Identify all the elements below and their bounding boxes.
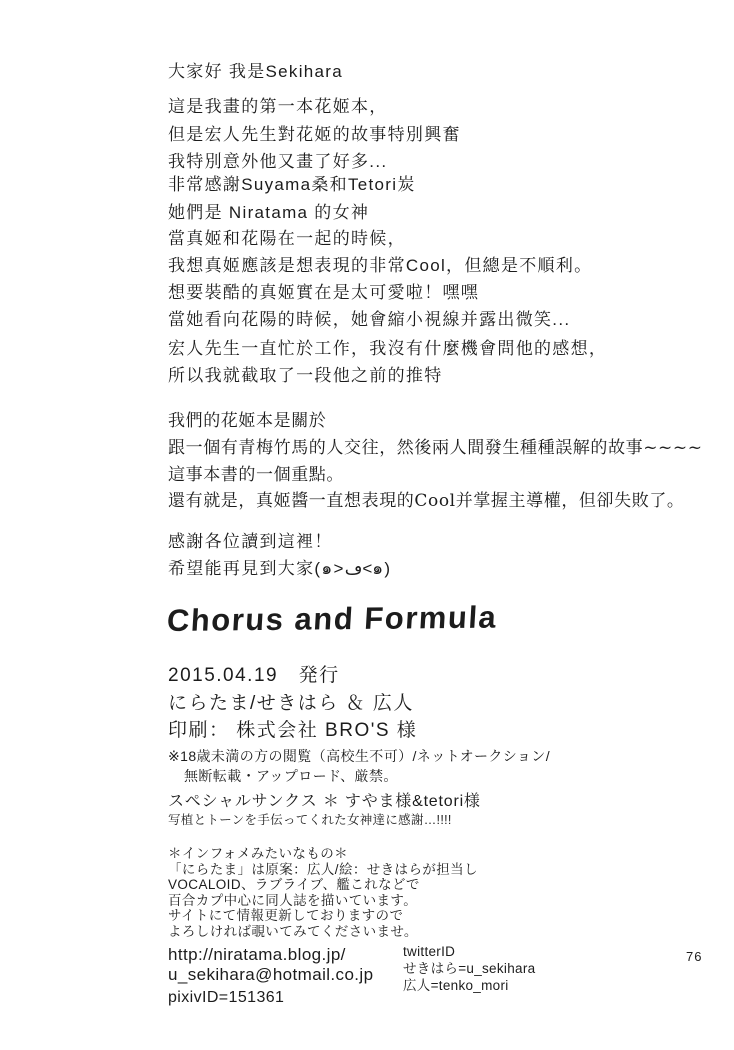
text-line: 感謝各位讀到這裡！ (168, 532, 333, 551)
text-line: 所以我就截取了一段他之前的推特 (168, 366, 443, 385)
text-line: 非常感謝Suyama桑和Tetori炭 (168, 175, 416, 194)
book-title: Chorus and Formula (165, 599, 499, 638)
info-line: VOCALOID、ラブライブ、艦これなどで (168, 877, 420, 893)
info-line: よろしければ覗いてみてくださいませ。 (168, 923, 418, 939)
text-line: 我特別意外他又畫了好多... (168, 152, 388, 171)
paragraph-intro (168, 93, 461, 176)
twitter-id-hiroto: 広人=tenko_mori (403, 978, 509, 993)
paragraph-goddess-thanks (168, 171, 416, 226)
text-line: 我們的花姬本是關於 (168, 411, 327, 431)
text-line: 當真姬和花陽在一起的時候， (168, 229, 406, 248)
text-line: 我想真姬應該是想表現的非常Cool，但總是不順利。 (168, 256, 593, 275)
text-line: 宏人先生一直忙於工作，我沒有什麼機會問他的感想， (168, 339, 608, 358)
text-line: 還有就是，真姬醬一直想表現的Cool并掌握主導權，但卻失敗了。 (168, 491, 685, 512)
paragraph-closing (168, 528, 391, 582)
contact-block-left (168, 945, 373, 1008)
publication-info (168, 662, 417, 745)
text-line: 跟一個有青梅竹馬的人交往，然後兩人間發生種種誤解的故事~~~~ (168, 437, 703, 458)
pixiv-id: pixivID=151361 (168, 989, 285, 1006)
text-line: 這事本書的一個重點。 (168, 464, 344, 485)
text-line: 想要裝酷的真姬實在是太可愛啦！嘿嘿 (168, 283, 480, 302)
text-line: 她們是 Niratama 的女神 (168, 202, 370, 222)
info-line: サイトにて情報更新しておりますので (168, 908, 404, 924)
greeting-line: 大家好 我是Sekihara (168, 62, 344, 81)
blog-url: http://niratama.blog.jp/ (168, 945, 346, 964)
printer-line: 印刷： 株式会社 BRO'S 様 (168, 720, 418, 741)
paragraph-maki (168, 225, 592, 333)
page-number: 76 (686, 949, 703, 964)
warning-line: ※18歳未満の方の閲覧（高校生不可）/ネットオークション/ (168, 748, 550, 764)
text-line: 但是宏人先生對花姬的故事特別興奮 (168, 124, 461, 144)
circle-authors-line: にらたま/せきはら ＆ 広人 (168, 692, 414, 714)
paragraph-story-summary (168, 408, 703, 515)
paragraph-hiroto (168, 335, 607, 389)
text-line: 當她看向花陽的時候，她會縮小視線并露出微笑... (168, 310, 571, 329)
special-thanks (168, 792, 481, 829)
age-warning (168, 746, 550, 786)
info-line: 百合カプ中心に同人誌を描いています。 (168, 892, 418, 908)
twitter-id-sekihara: せきはら=u_sekihara (403, 961, 536, 976)
text-line: 希望能再見到大家(๑>ڡ<๑) (168, 559, 392, 578)
contact-block-twitter (403, 943, 535, 994)
warning-line: 無断転載・アップロード、厳禁。 (184, 768, 398, 784)
email-address: u_sekihara@hotmail.co.jp (168, 964, 374, 984)
special-thanks-line: スペシャルサンクス ＊ すやま様&tetori様 (168, 793, 481, 810)
text-line: 這是我畫的第一本花姬本， (168, 97, 388, 116)
publication-date-line: 2015.04.19 発行 (168, 665, 340, 686)
circle-info (168, 846, 478, 940)
info-line: 「にらたま」は原案：広人/絵：せきはらが担当し (168, 861, 478, 877)
special-thanks-subline: 写植とトーンを手伝ってくれた女神達に感謝…!!!! (168, 813, 452, 827)
twitter-heading: twitterID (403, 944, 456, 959)
info-heading: ＊インフォメみたいなもの＊ (168, 846, 349, 861)
